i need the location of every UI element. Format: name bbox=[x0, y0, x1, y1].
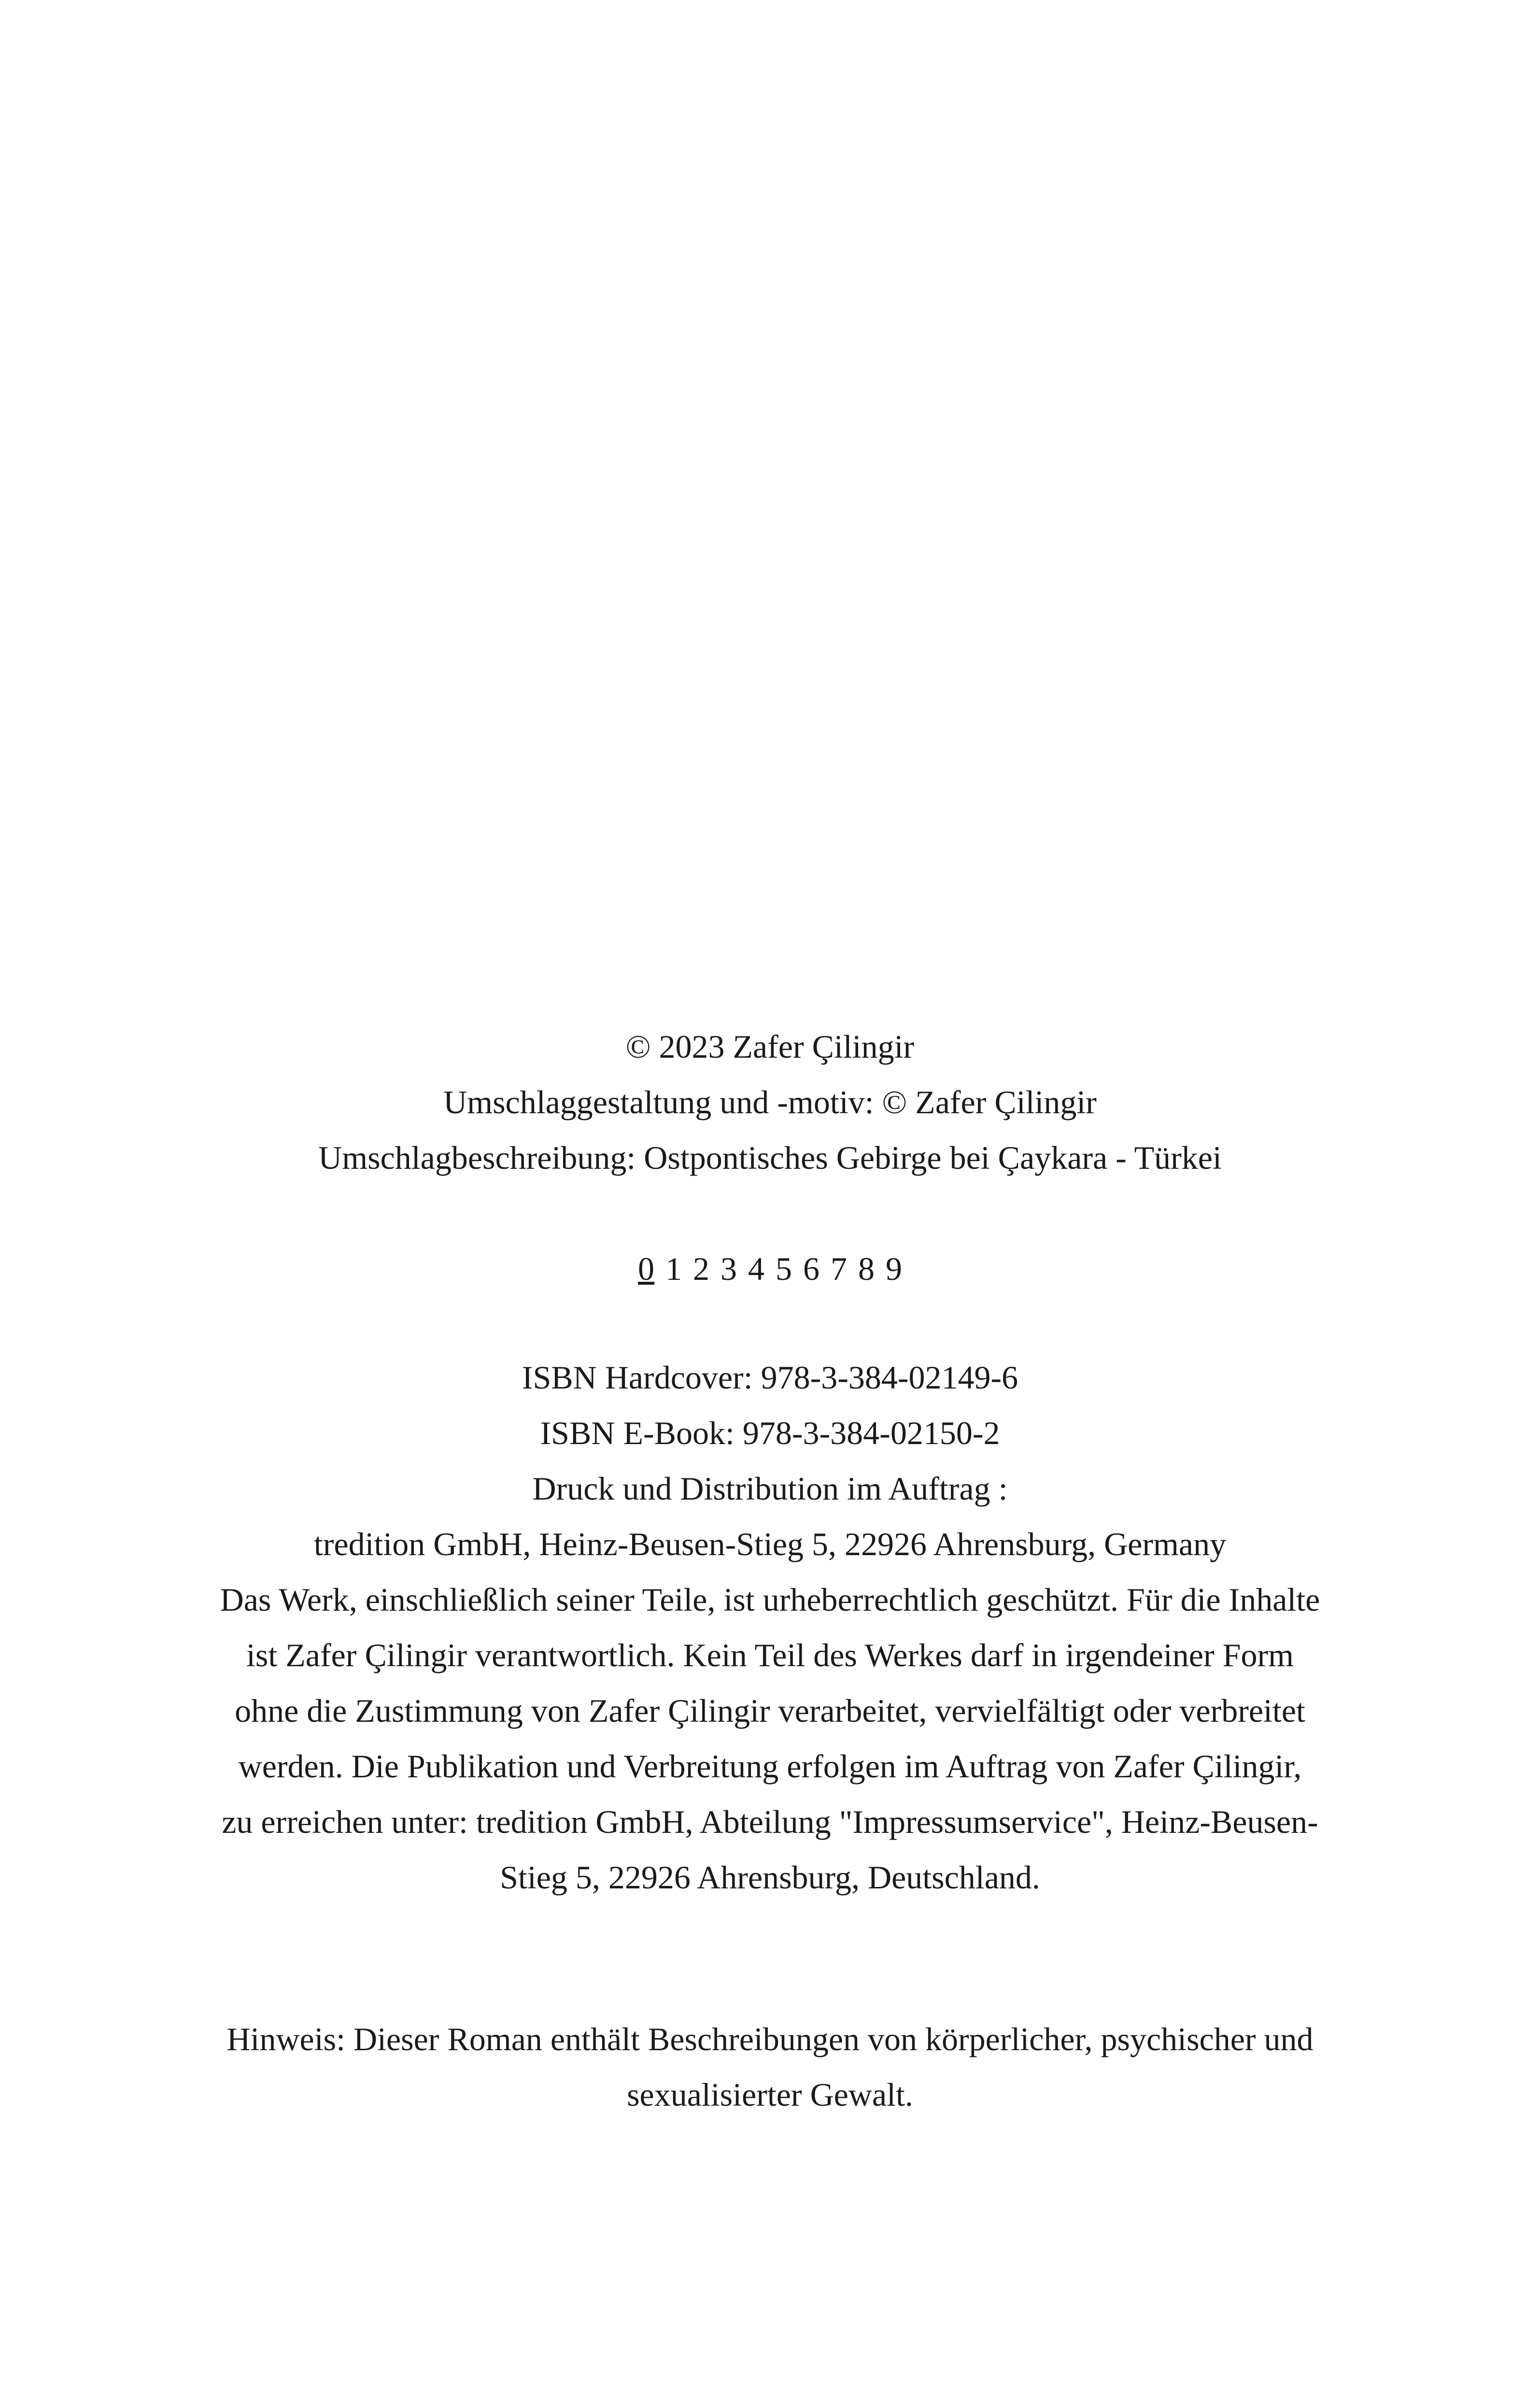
credits-block bbox=[0, 1019, 1540, 1186]
print-number-line bbox=[0, 1241, 1540, 1297]
copyright-line: © 2023 Zafer Çilingir bbox=[625, 1028, 915, 1065]
isbn-ebook: ISBN E-Book: 978-3-384-02150-2 bbox=[540, 1415, 1000, 1451]
rights-line: ist Zafer Çilingir verantwortlich. Kein Teil des Werkes darf in irgendeiner Form bbox=[246, 1637, 1294, 1673]
print-number-sequence: 1 2 3 4 5 6 7 8 9 bbox=[665, 1250, 902, 1287]
cover-description-line: Umschlagbeschreibung: Ostpontisches Gebirge bei Çaykara - Türkei bbox=[318, 1139, 1222, 1176]
cover-design-line: Umschlaggestaltung und -motiv: © Zafer Çilingir bbox=[443, 1084, 1097, 1120]
rights-line: werden. Die Publikation und Verbreitung erfolgen im Auftrag von Zafer Çilingir, bbox=[238, 1748, 1302, 1785]
publishing-block bbox=[0, 1350, 1540, 1905]
content-notice-line: Hinweis: Dieser Roman enthält Beschreibungen von körperlicher, psychischer und bbox=[226, 2021, 1314, 2057]
rights-line: ohne die Zustimmung von Zafer Çilingir verarbeitet, vervielfältigt oder verbreitet bbox=[235, 1692, 1305, 1729]
rights-line: Das Werk, einschließlich seiner Teile, ist urheberrechtlich geschützt. Für die Inhalte bbox=[220, 1581, 1320, 1618]
publisher-address: tredition GmbH, Heinz-Beusen-Stieg 5, 22926 Ahrensburg, Germany bbox=[313, 1526, 1227, 1562]
rights-line: Stieg 5, 22926 Ahrensburg, Deutschland. bbox=[500, 1859, 1040, 1896]
rights-line: zu erreichen unter: tredition GmbH, Abteilung "Impressumservice", Heinz-Beusen- bbox=[222, 1803, 1318, 1840]
print-number-current: 0 bbox=[638, 1250, 654, 1287]
content-notice bbox=[0, 2012, 1540, 2123]
isbn-hardcover: ISBN Hardcover: 978-3-384-02149-6 bbox=[522, 1359, 1018, 1396]
content-notice-line: sexualisierter Gewalt. bbox=[627, 2076, 913, 2113]
print-distribution-line: Druck und Distribution im Auftrag : bbox=[532, 1470, 1008, 1507]
